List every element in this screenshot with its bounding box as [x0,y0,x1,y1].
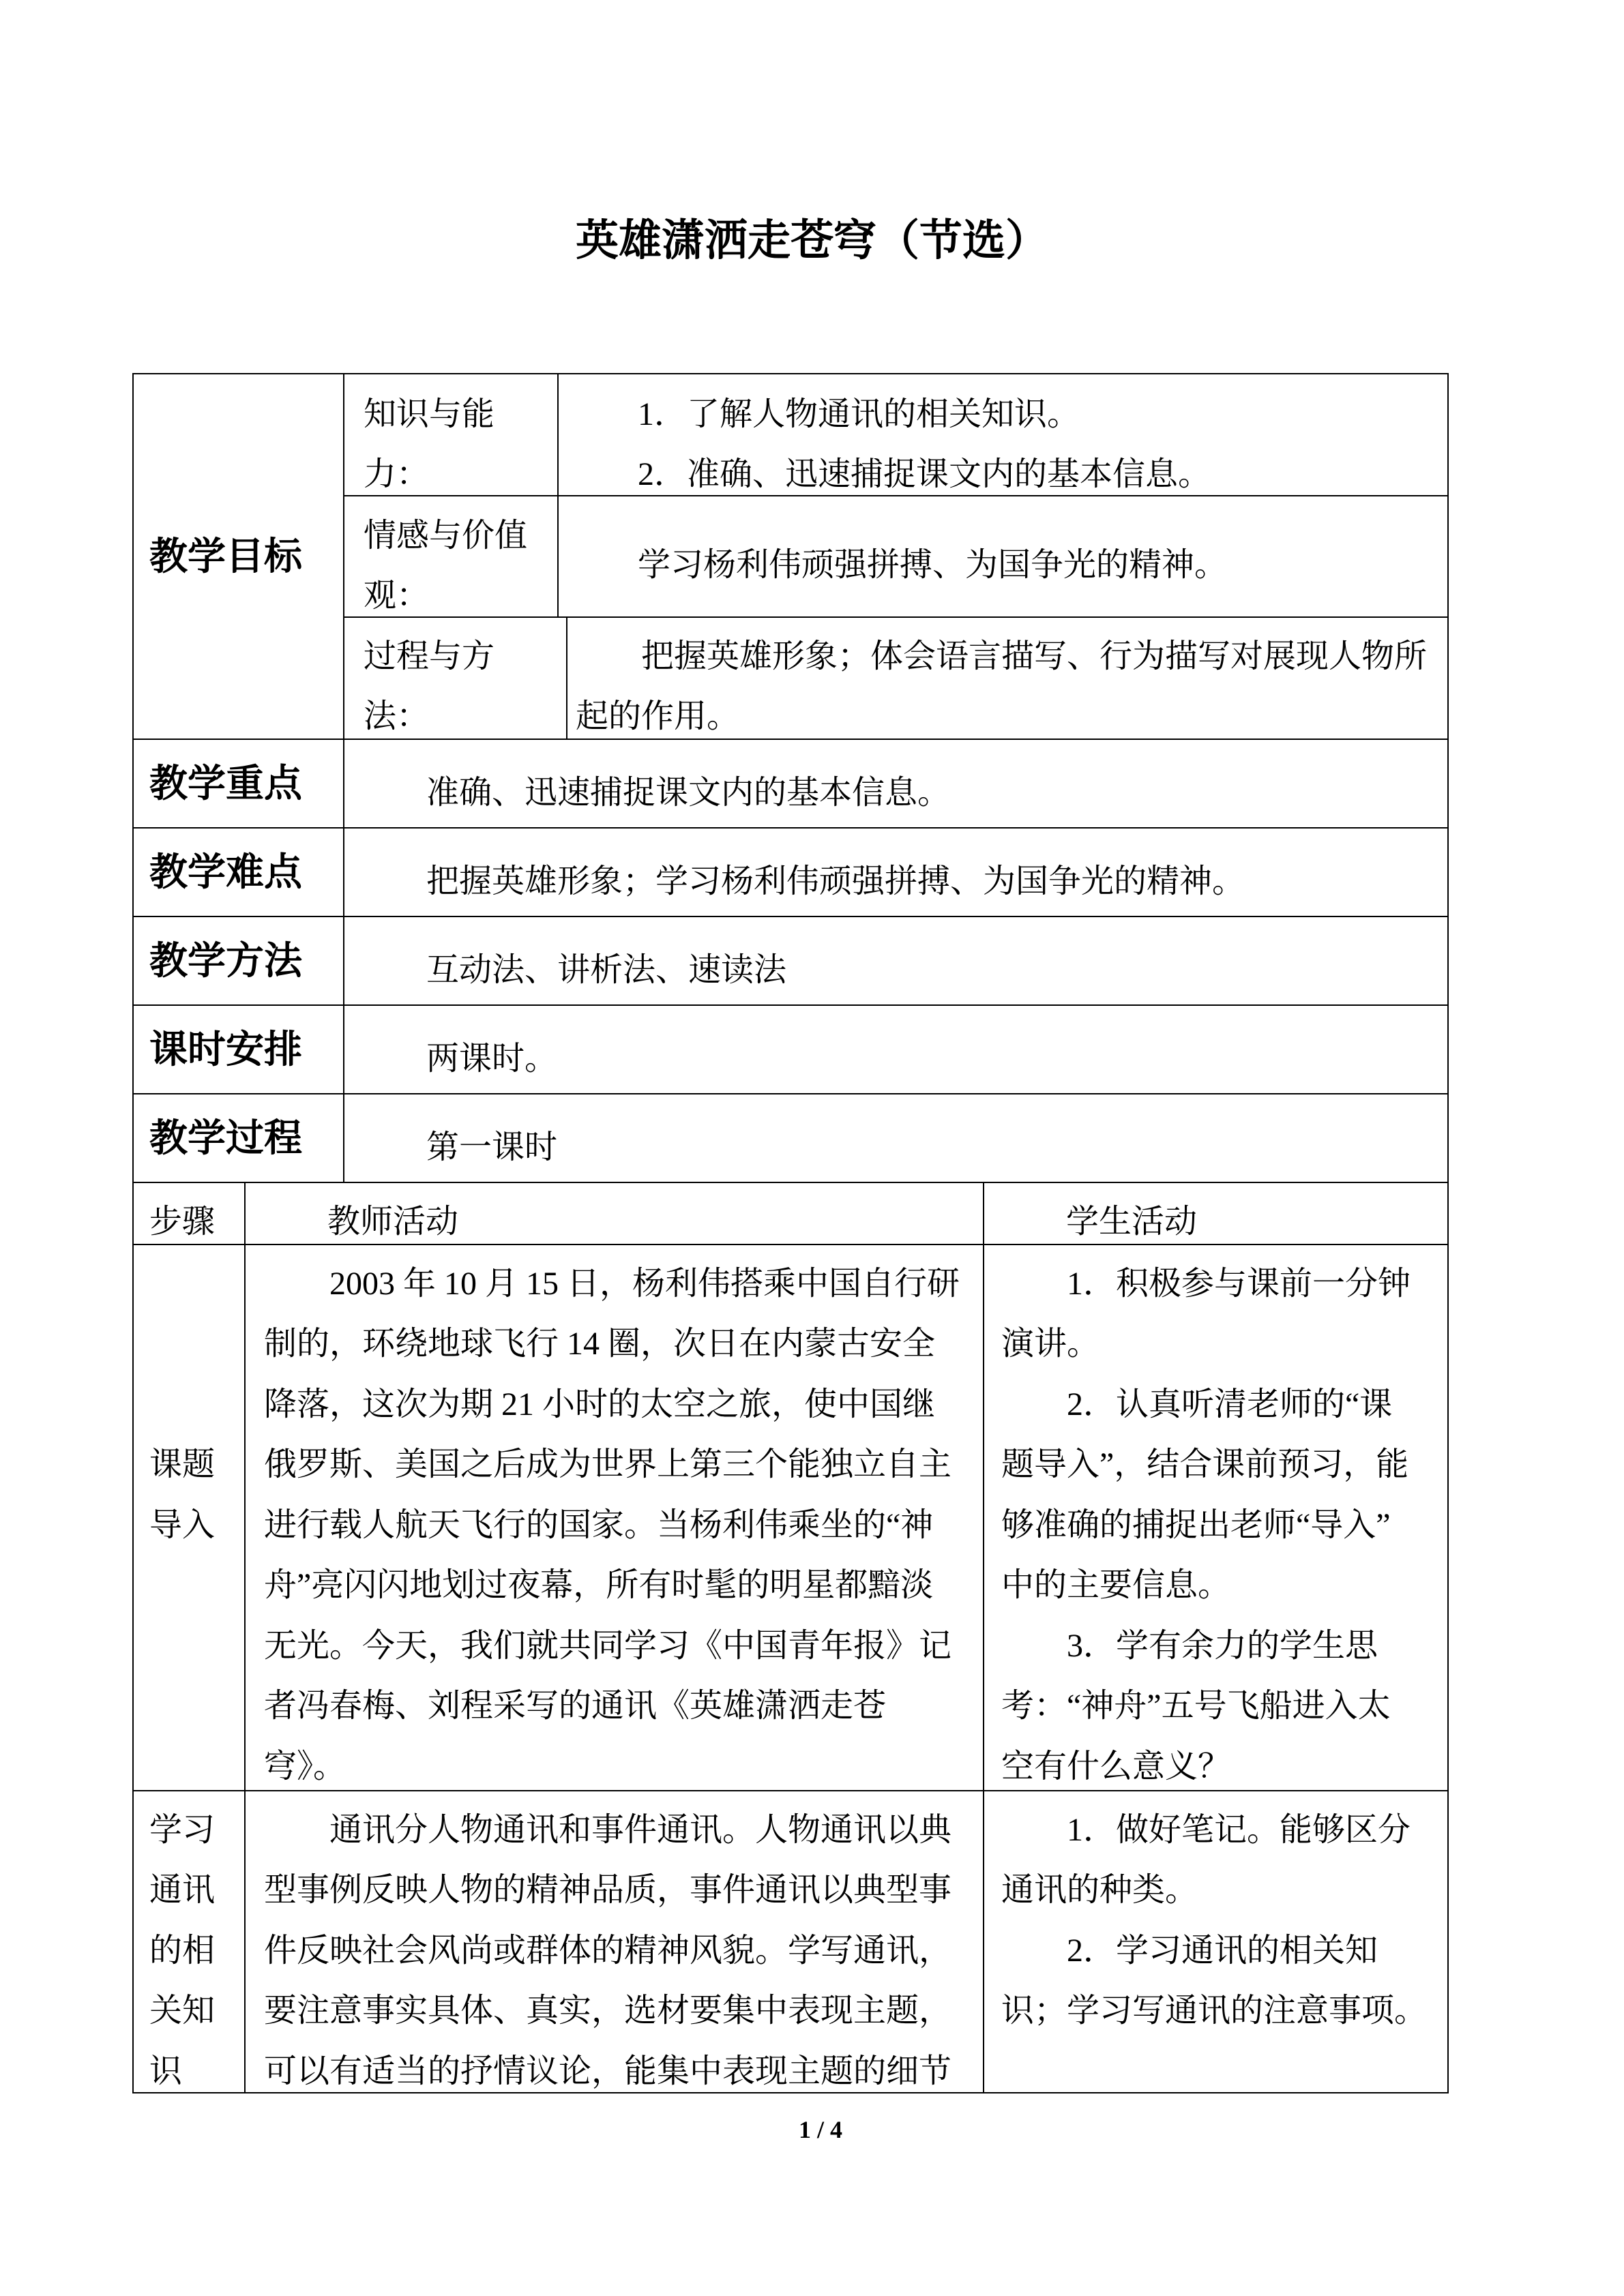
teacher-activity-line: 降落，这次为期 21 小时的太空之旅，使中国继 [264,1386,936,1422]
schedule-content: 两课时。 [426,1041,558,1077]
difficulty-content-cell [343,827,1449,917]
step-2-name-cell [132,1790,246,2093]
objective-name-line: 情感与价值 [364,517,528,554]
step-name-line: 的相 [149,1932,216,1969]
step-1-teacher-cell [244,1244,984,1791]
teacher-activity-line: 俄罗斯、美国之后成为世界上第三个能独立自主 [264,1446,952,1482]
teacher-activity-line: 通讯分人物通讯和事件通讯。人物通讯以典 [329,1811,952,1848]
teacher-activity-line: 舟”亮闪闪地划过夜幕，所有时髦的明星都黯淡 [264,1567,934,1603]
teacher-activity-line: 者冯春梅、刘程采写的通讯《英雄潇洒走苍 [264,1688,887,1724]
key-point-content-cell [343,739,1449,829]
student-activity-line: 空有什么意义？ [1001,1748,1231,1785]
step-header: 步骤 [149,1203,216,1240]
objective-process-content-cell [566,616,1449,740]
objective-content-line: 学习杨利伟顽强拼搏、为国争光的精神。 [638,546,1228,583]
schedule-label-cell [132,1004,344,1094]
student-activity-line: 1．做好笔记。能够区分 [1067,1811,1411,1848]
student-activity-line: 识；学习写通讯的注意事项。 [1001,1993,1428,2029]
objectives-label-cell [132,373,344,740]
difficulty-label: 教学难点 [149,850,302,893]
objective-process-name-cell [343,616,567,740]
objective-content-line: 1．了解人物通讯的相关知识。 [638,396,1080,432]
process-label-cell [132,1093,344,1183]
teacher-activity-line: 件反映社会风尚或群体的精神风貌。学写通讯， [264,1932,952,1969]
step-name-line: 关知 [149,1993,216,2029]
objective-emotion-name-cell [343,495,559,618]
objective-name-line: 法： [364,698,430,735]
student-activity-line: 通讯的种类。 [1001,1872,1198,1908]
step-1-name-cell [132,1244,246,1791]
student-activity-line: 题导入”，结合课前预习，能 [1001,1446,1409,1482]
key-point-label-cell [132,739,344,829]
step-name-line: 通讯 [149,1872,216,1908]
step-2-teacher-cell [244,1790,984,2093]
process-label: 教学过程 [149,1116,302,1159]
page-number: 1 / 4 [798,2116,842,2143]
objective-content-line: 2．准确、迅速捕捉课文内的基本信息。 [638,456,1211,493]
teacher-activity-header: 教师活动 [327,1203,459,1240]
student-activity-line: 3．学有余力的学生思 [1067,1627,1378,1664]
schedule-label: 课时安排 [149,1028,302,1071]
teacher-activity-line: 穹》。 [264,1748,346,1785]
student-activity-line: 演讲。 [1001,1326,1100,1362]
method-content: 互动法、讲析法、速读法 [426,952,787,988]
student-activity-header: 学生活动 [1066,1203,1198,1240]
student-activity-line: 2．学习通讯的相关知 [1067,1932,1378,1969]
teacher-activity-line: 无光。今天，我们就共同学习《中国青年报》记 [264,1627,952,1664]
step-1-student-cell [983,1244,1449,1791]
teacher-activity-line: 进行载人航天飞行的国家。当杨利伟乘坐的“神 [264,1506,934,1543]
objective-name-line: 知识与能 [364,396,495,432]
student-activity-line: 1．积极参与课前一分钟 [1067,1265,1411,1302]
teacher-activity-line: 制的，环绕地球飞行 14 圈，次日在内蒙古安全 [264,1326,936,1362]
difficulty-content: 把握英雄形象；学习杨利伟顽强拼搏、为国争光的精神。 [426,863,1245,899]
process-content: 第一课时 [426,1129,558,1165]
step-name-line: 学习 [149,1811,216,1848]
objective-knowledge-content-cell [557,373,1449,496]
teacher-activity-line: 可以有适当的抒情议论，能集中表现主题的细节 [264,2053,952,2089]
method-content-cell [343,916,1449,1006]
objective-content-line: 把握英雄形象；体会语言描写、行为描写对展现人物所 [641,638,1428,674]
teacher-activity-header-cell [244,1182,984,1245]
step-name-line: 导入 [149,1506,216,1543]
teacher-activity-line: 要注意事实具体、真实，选材要集中表现主题， [264,1993,952,2029]
objective-name-line: 过程与方 [364,638,495,674]
step-2-student-cell [983,1790,1449,2093]
student-activity-header-cell [983,1182,1449,1245]
objective-knowledge-name-cell [343,373,559,496]
step-header-cell [132,1182,246,1245]
schedule-content-cell [343,1004,1449,1094]
step-name-line: 课题 [149,1446,216,1482]
student-activity-line: 够准确的捕捉出老师“导入” [1001,1506,1391,1543]
key-point-content: 准确、迅速捕捉课文内的基本信息。 [426,775,951,811]
step-name-line: 识 [149,2053,183,2089]
student-activity-line: 中的主要信息。 [1001,1567,1231,1603]
teacher-activity-line: 2003 年 10 月 15 日，杨利伟搭乘中国自行研 [329,1265,960,1302]
objective-emotion-content-cell [557,495,1449,618]
method-label: 教学方法 [149,939,302,982]
student-activity-line: 考：“神舟”五号飞船进入太 [1001,1688,1391,1724]
teacher-activity-line: 型事例反映人物的精神品质，事件通讯以典型事 [264,1872,952,1908]
objective-name-line: 力： [364,456,430,493]
objective-content-line: 起的作用。 [576,698,740,735]
objective-name-line: 观： [364,578,430,614]
objectives-label: 教学目标 [149,535,302,578]
method-label-cell [132,916,344,1006]
difficulty-label-cell [132,827,344,917]
key-point-label: 教学重点 [149,762,302,805]
student-activity-line: 2．认真听清老师的“课 [1067,1386,1393,1422]
process-content-cell [343,1093,1449,1183]
document-title: 英雄潇洒走苍穹（节选） [576,217,1048,265]
